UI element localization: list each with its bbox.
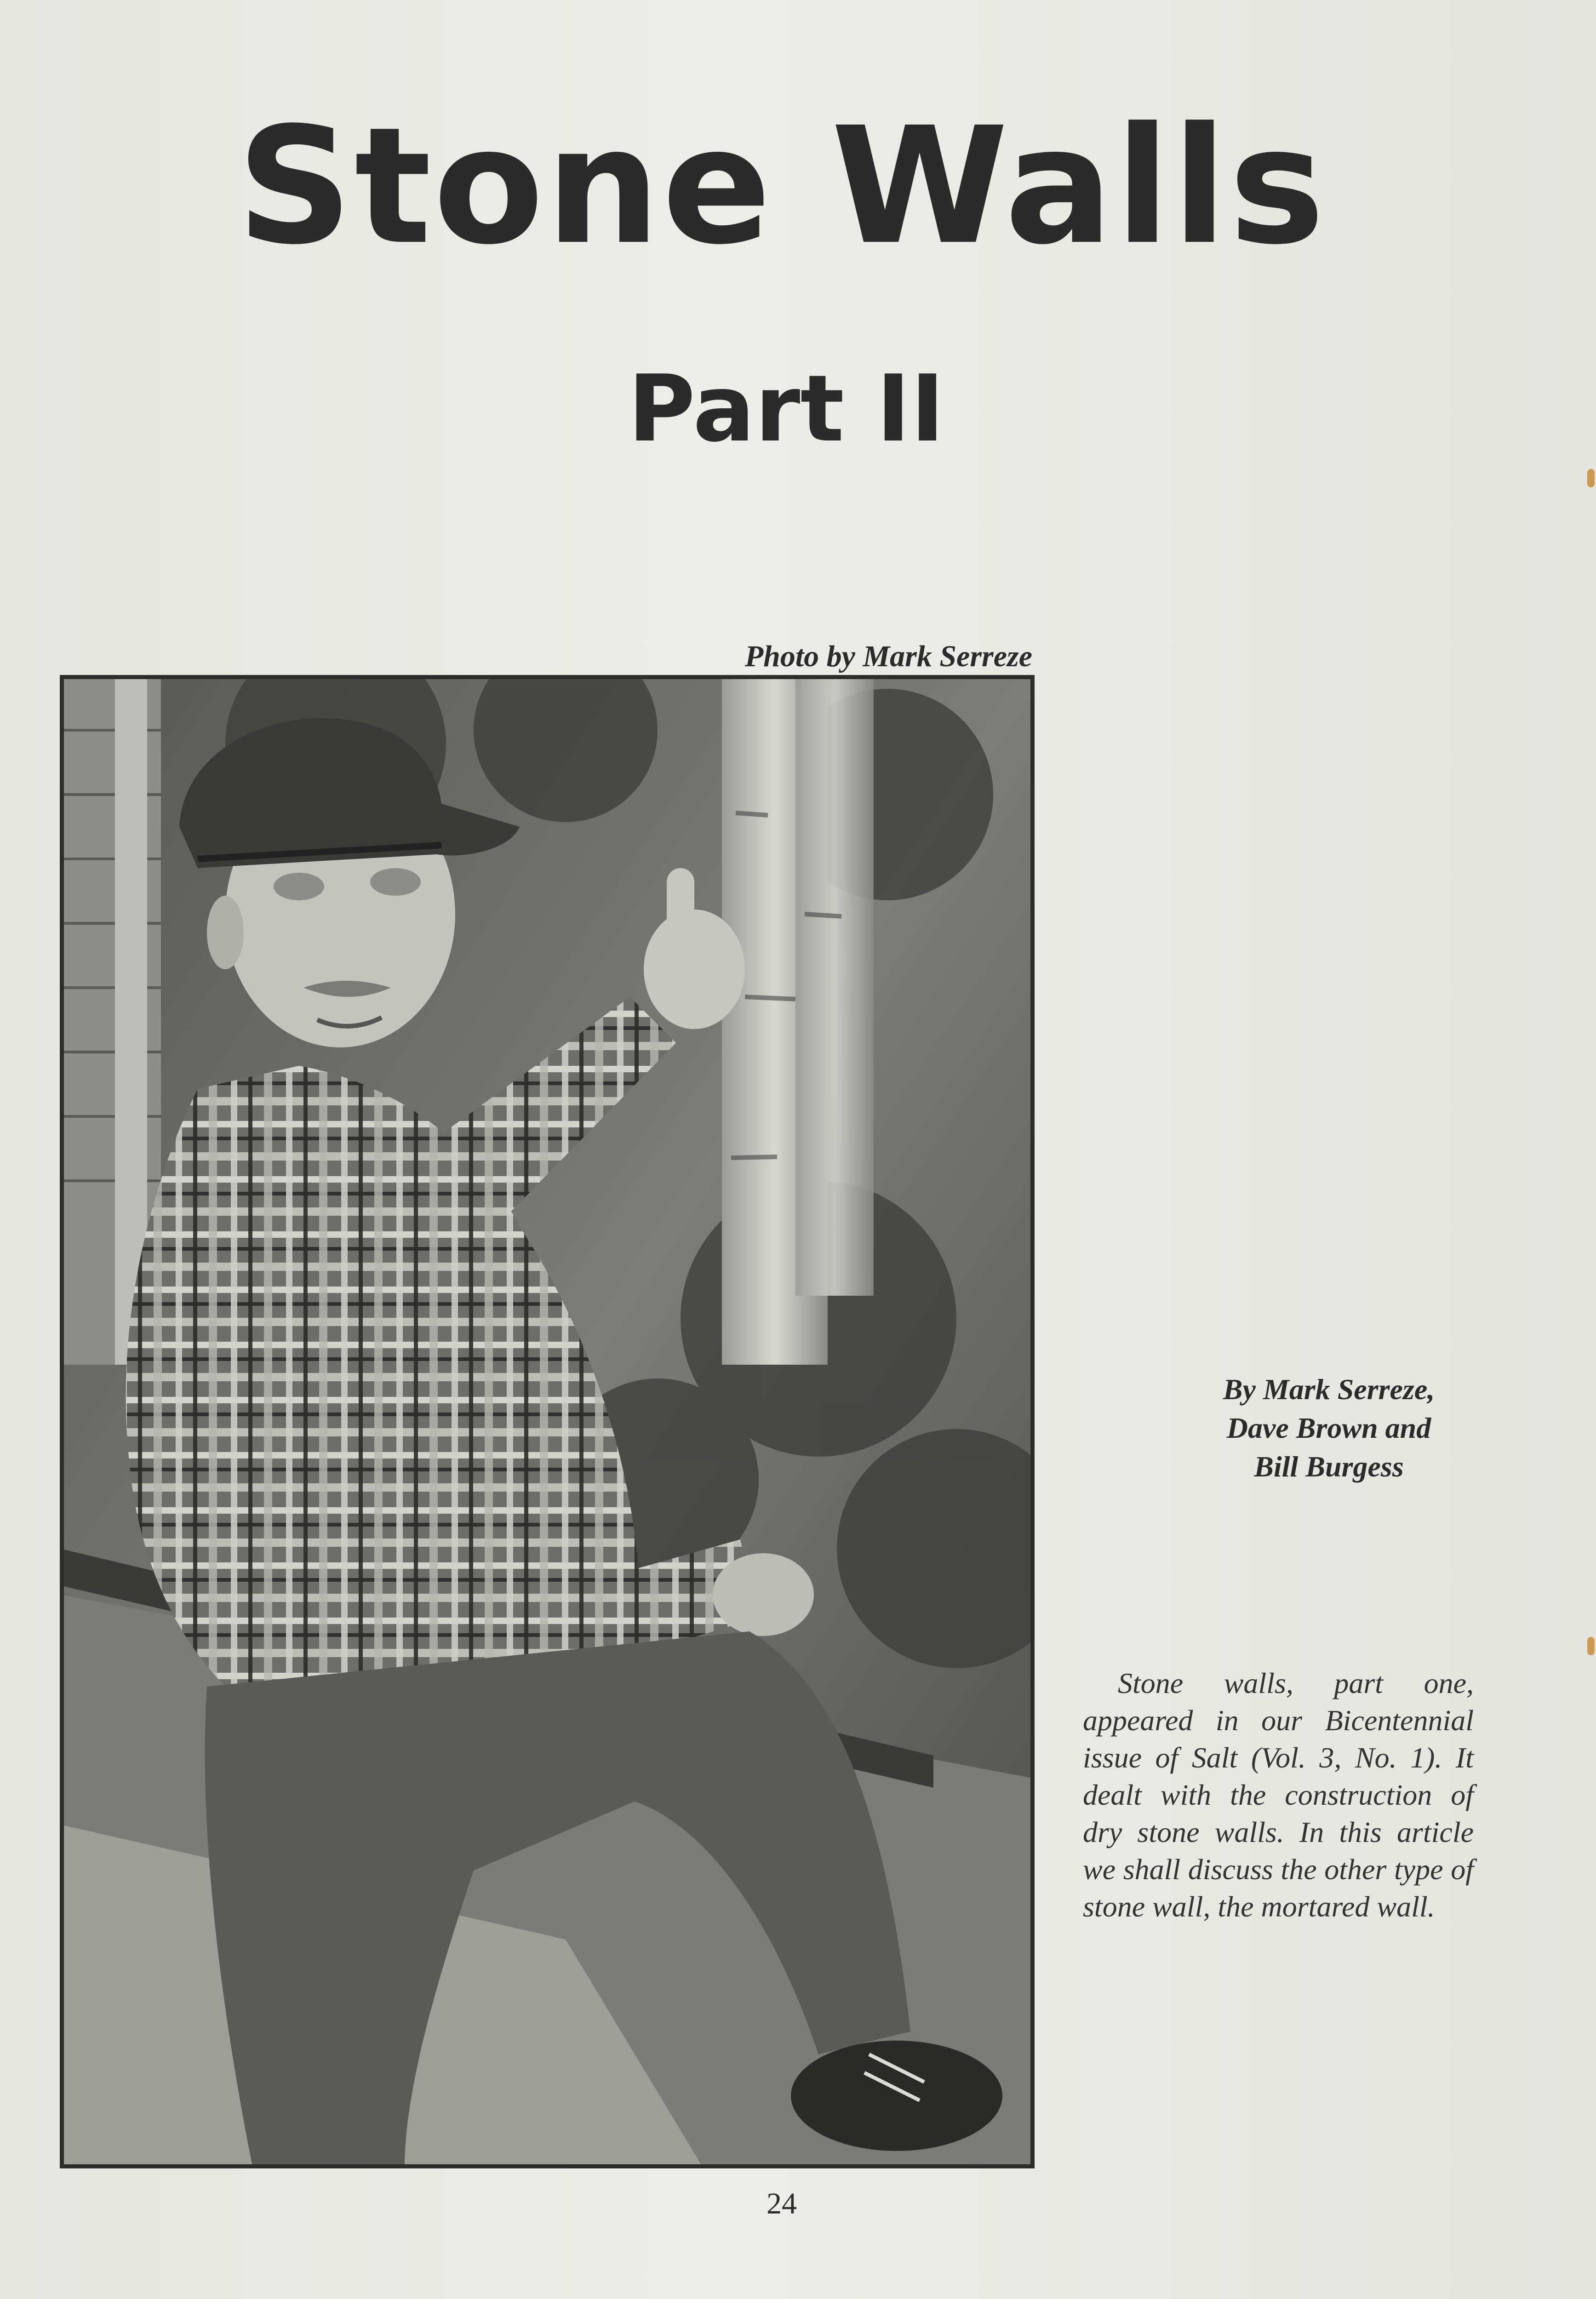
- photo-credit: Photo by Mark Serreze: [744, 640, 1032, 673]
- article-photo: [60, 675, 1035, 2168]
- byline-line-2: Dave Brown and: [1226, 1412, 1431, 1444]
- page-number: 24: [767, 2187, 797, 2220]
- page-edge-mark: [1587, 469, 1595, 487]
- intro-paragraph: Stone walls, part one, appeared in our Bicentennial issue of Salt (Vol. 3, No. 1). It dealt with the construction of dry stone walls. In this article we shall discuss the other type of stone wall, the mortared wall.: [1083, 1667, 1474, 1923]
- article-title: Stone Walls: [236, 92, 1327, 280]
- byline-line-3: Bill Burgess: [1254, 1450, 1404, 1483]
- byline-line-1: By Mark Serreze,: [1223, 1373, 1435, 1406]
- article-subtitle: Part II: [628, 355, 945, 463]
- page-edge-mark: [1587, 1637, 1595, 1655]
- byline: [1122, 1370, 1536, 1486]
